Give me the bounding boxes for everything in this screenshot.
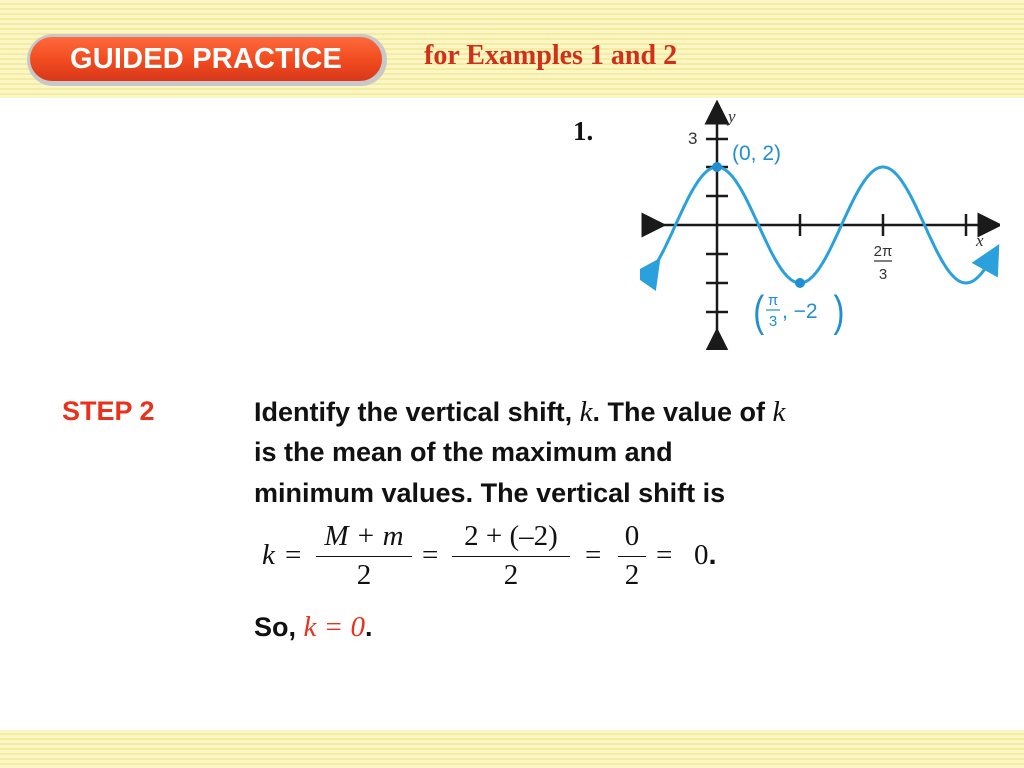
min-label-rest: , −2 xyxy=(782,300,818,323)
eq-k: k xyxy=(262,539,275,571)
fraction-1-bar xyxy=(316,556,412,557)
eq-sign-3: = xyxy=(585,539,602,571)
footer-band xyxy=(0,730,1024,768)
header-subtitle: for Examples 1 and 2 xyxy=(424,40,678,71)
guided-practice-badge xyxy=(27,34,387,86)
fraction-2 xyxy=(452,520,570,592)
max-point-label: (0, 2) xyxy=(732,142,782,165)
step-line-3: minimum values. The vertical shift is xyxy=(254,478,726,508)
fraction-2-bar xyxy=(452,556,570,557)
fraction-3-bar xyxy=(618,556,646,557)
fraction-1 xyxy=(316,520,412,592)
conclusion-prefix: So, xyxy=(254,612,304,642)
step-line-1-k2: k xyxy=(772,396,786,428)
fraction-3-den: 2 xyxy=(624,559,640,591)
fraction-2-num: 2 + (–2) xyxy=(464,520,558,552)
step-line-1-b: . The value of xyxy=(592,397,773,427)
min-label-num: π xyxy=(767,292,779,309)
x-tick-label-den: 3 xyxy=(878,266,888,283)
conclusion-suffix: . xyxy=(364,612,373,642)
badge-label: GUIDED PRACTICE xyxy=(30,37,382,81)
sine-graph xyxy=(640,100,1000,350)
step-line-1 xyxy=(254,396,785,429)
eq-sign-2: = xyxy=(422,539,439,571)
x-tick-label-num: 2π xyxy=(873,243,893,260)
min-label-open-paren: ( xyxy=(753,287,765,337)
conclusion-line xyxy=(254,611,372,644)
x-axis-label: x xyxy=(976,231,984,250)
min-point xyxy=(795,278,805,288)
step-line-1-a: Identify the vertical shift, xyxy=(254,397,580,427)
eq-sign-4: = xyxy=(656,539,673,571)
step-line-1-k: k xyxy=(579,396,593,428)
y-tick-label: 3 xyxy=(688,129,698,148)
eq-sign-1: = xyxy=(285,539,302,571)
y-axis-label: y xyxy=(728,107,736,126)
fraction-1-num: M + m xyxy=(324,520,404,552)
fraction-3 xyxy=(618,520,646,592)
fraction-3-num: 0 xyxy=(624,520,640,552)
eq-result: 0. xyxy=(694,539,717,571)
min-label-close-paren: ) xyxy=(833,287,845,337)
step-line-2: is the mean of the maximum and xyxy=(254,437,673,467)
conclusion-expr: k = 0 xyxy=(303,611,365,643)
step-label: STEP 2 xyxy=(62,396,155,426)
fraction-1-den: 2 xyxy=(356,559,372,591)
problem-number: 1. xyxy=(573,116,594,146)
max-point xyxy=(712,162,722,172)
fraction-2-den: 2 xyxy=(503,559,519,591)
min-label-den: 3 xyxy=(768,313,778,330)
